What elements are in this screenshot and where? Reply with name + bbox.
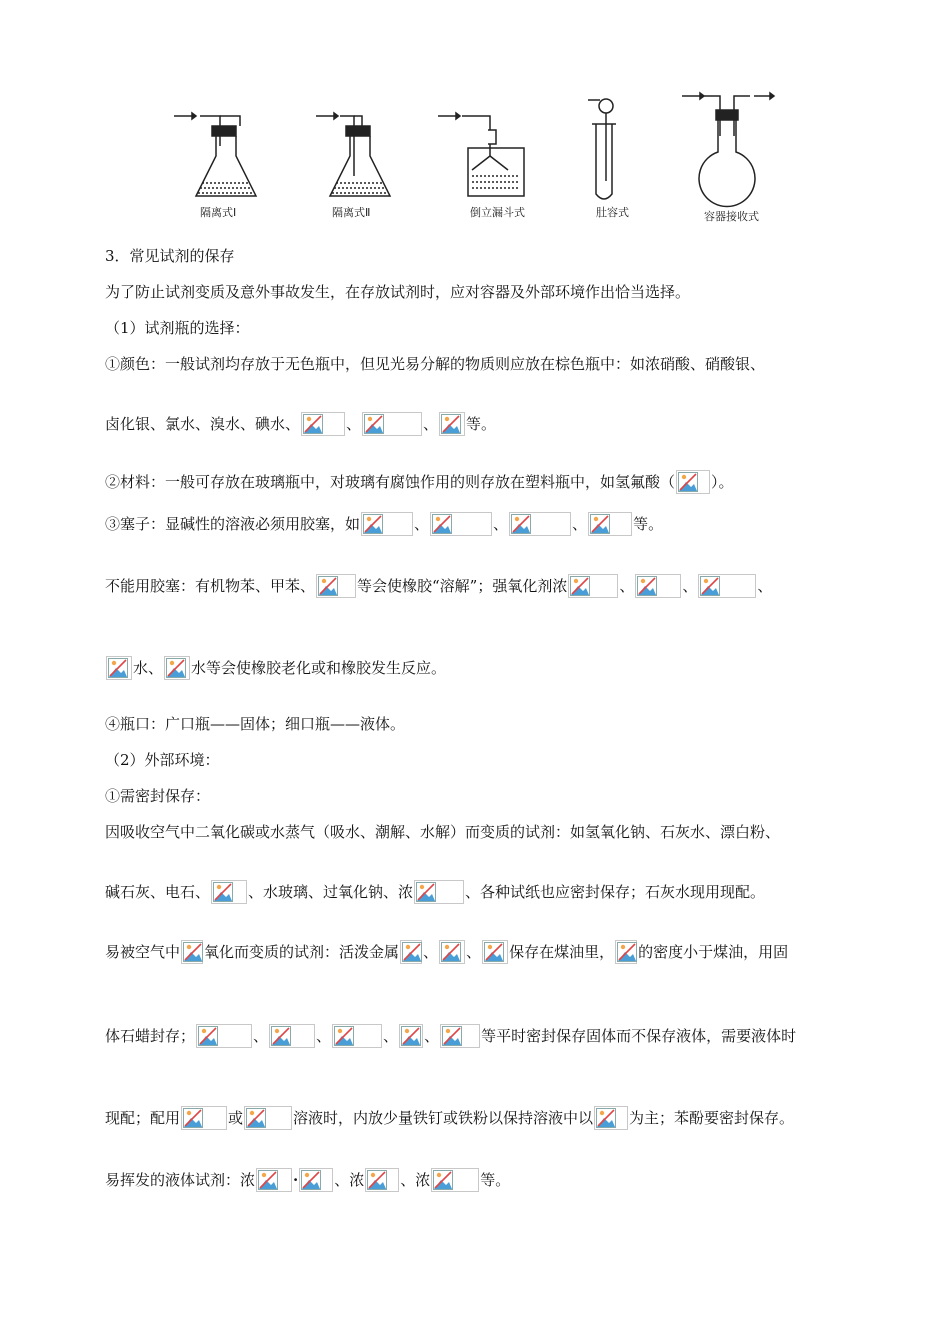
gas-absorption-apparatus-figure [160,86,800,236]
formula-image [244,1106,292,1130]
formula-image [635,574,681,598]
absorb-line-2: 碱石灰、电石、 、水玻璃、过氧化钠、浓 、各种试纸也应密封保存；石灰水现用现配。 [105,880,765,904]
intro-paragraph: 为了防止试剂变质及意外事故发生，在存放试剂时，应对容器及外部环境作出恰当选择。 [105,283,691,301]
formula-image [362,412,422,436]
formula-image [482,940,508,964]
apparatus-isolation-1 [174,113,256,196]
formula-image [269,1024,315,1048]
oxidation-line-2: 体石蜡封存； 、 、 、 、 等平时密封保存固体而不保存液体，需要液体时 [105,1024,796,1048]
formula-image [164,656,190,680]
label-isolation-1: 隔离式Ⅰ [200,206,237,219]
formula-image [568,574,618,598]
label-container-receiving: 容器接收式 [704,210,759,223]
formula-image [361,512,413,536]
apparatus-container-receiving [682,93,774,207]
formula-image [181,1106,227,1130]
oxidation-line-1: 易被空气中 氧化而变质的试剂：活泼金属 、 、 保存在煤油里， 的密度小于煤油，用固 [105,940,788,964]
formula-image [211,880,247,904]
formula-image [365,1168,399,1192]
formula-image [615,940,637,964]
apparatus-inverted-funnel [438,113,524,196]
formula-image [399,1024,423,1048]
subheading-environment: （2）外部环境： [105,751,220,769]
subheading-bottle-selection: （1）试剂瓶的选择： [105,319,250,337]
apparatus-isolation-2 [316,113,390,196]
color-line-2: 卤化银、氯水、溴水、碘水、 、 、 等。 [105,412,496,436]
formula-image [594,1106,628,1130]
volatile-line: 易挥发的液体试剂：浓 · 、浓 、浓 等。 [105,1168,510,1192]
formula-image [439,412,465,436]
formula-image [301,412,345,436]
formula-image [256,1168,292,1192]
no-rubber-line-1: 不能用胶塞：有机物苯、甲苯、 等会使橡胶“溶解”；强氧化剂浓 、 、 、 [105,574,772,598]
formula-image [439,940,465,964]
label-isolation-2: 隔离式Ⅱ [332,206,371,219]
no-rubber-line-2: 水、 水等会使橡胶老化或和橡胶发生反应。 [105,656,446,680]
formula-image [299,1168,333,1192]
color-line-1: ①颜色：一般试剂均存放于无色瓶中，但见光易分解的物质则应放在棕色瓶中：如浓硝酸、硝酸银、 [105,355,766,373]
label-inverted-funnel: 倒立漏斗式 [470,206,525,219]
formula-image [106,656,132,680]
formula-image [196,1024,252,1048]
formula-image [509,512,571,536]
label-bulb-type: 肚容式 [596,206,629,219]
section-heading: 3．常见试剂的保存 [105,247,235,265]
mouth-line: ④瓶口：广口瓶——固体；细口瓶——液体。 [105,715,406,733]
formula-image [431,1168,479,1192]
material-line: ②材料：一般可存放在玻璃瓶中，对玻璃有腐蚀作用的则存放在塑料瓶中，如氢氟酸（ ）。 [105,470,734,494]
formula-image [414,880,464,904]
formula-image [430,512,492,536]
formula-image [588,512,632,536]
formula-image [332,1024,382,1048]
formula-image [181,940,203,964]
absorb-line-1: 因吸收空气中二氧化碳或水蒸气（吸水、潮解、水解）而变质的试剂：如氢氧化钠、石灰水、漂白粉、 [105,823,781,841]
formula-image [676,470,710,494]
formula-image [400,940,422,964]
stopper-line: ③塞子：显碱性的溶液必须用胶塞，如 、 、 、 等。 [105,512,663,536]
oxidation-line-3: 现配；配用 或 溶液时，内放少量铁钉或铁粉以保持溶液中以 为主；苯酚要密封保存。 [105,1106,794,1130]
sealed-heading: ①需密封保存： [105,787,211,805]
apparatus-bulb-type [588,99,616,199]
formula-image [316,574,356,598]
formula-image [698,574,756,598]
formula-image [440,1024,480,1048]
